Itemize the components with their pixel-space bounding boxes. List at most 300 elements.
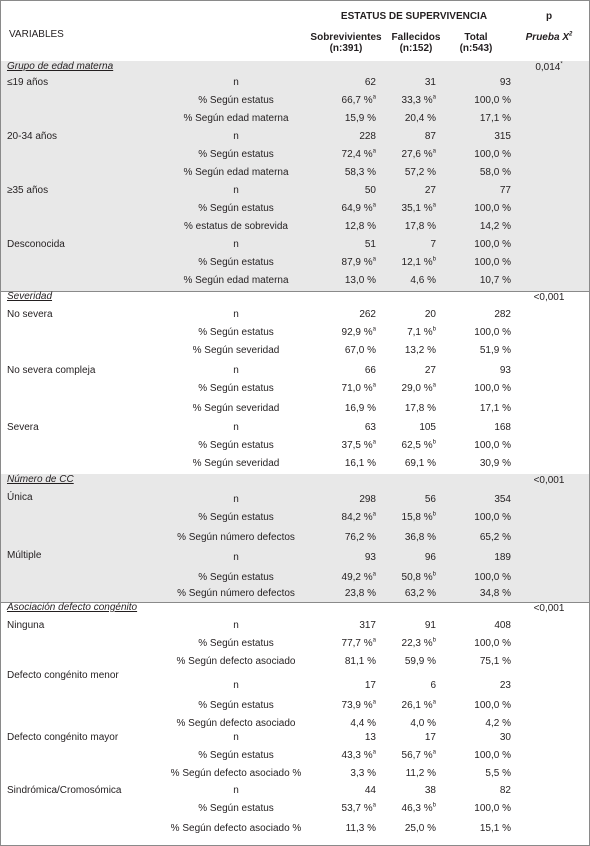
survivors-cell	[316, 221, 376, 233]
category-label: Única	[7, 492, 33, 503]
survivors-cell-superscript: a	[372, 571, 376, 578]
deceased-cell	[386, 732, 436, 744]
total-cell-value: 100,0 %	[474, 440, 511, 451]
p-value-text: 0,014	[535, 62, 561, 73]
survivors-cell-value: 11,3 %	[345, 823, 376, 834]
deceased-cell-value: 20	[424, 309, 436, 320]
survivors-cell	[316, 750, 376, 762]
survivors-cell	[316, 532, 376, 544]
survivors-cell	[316, 77, 376, 89]
total-cell	[451, 785, 511, 797]
total-cell	[451, 732, 511, 744]
deceased-cell	[386, 167, 436, 179]
deceased-cell	[386, 239, 436, 251]
total-cell	[451, 440, 511, 452]
deceased-cell-value: 35,1 %	[401, 203, 433, 214]
statistic-label: % Según severidad	[192, 403, 280, 414]
total-cell	[451, 638, 511, 650]
total-cell-value: 100,0 %	[474, 149, 511, 160]
total-cell-value: 75,1 %	[479, 656, 511, 667]
deceased-cell-value: 63,2 %	[404, 588, 436, 599]
deceased-cell	[386, 588, 436, 600]
total-cell	[451, 680, 511, 692]
survivors-cell	[316, 440, 376, 452]
total-cell-value: 4,2 %	[485, 718, 511, 729]
statistic-label: % Según estatus	[198, 638, 274, 649]
deceased-cell-value: 56,7 %	[401, 750, 433, 761]
deceased-cell-value: 15,8 %	[401, 512, 433, 523]
deceased-cell-superscript: b	[432, 256, 436, 263]
survivors-cell-value: 77,7 %	[341, 638, 373, 649]
deceased-cell-value: 17	[424, 732, 436, 743]
deceased-cell-value: 11,2 %	[405, 768, 436, 779]
total-cell-value: 100,0 %	[474, 803, 511, 814]
statistic-label: n	[233, 185, 239, 196]
total-cell-value: 100,0 %	[474, 95, 511, 106]
survivors-cell-value: 228	[359, 131, 376, 142]
survivors-cell	[316, 552, 376, 564]
deceased-cell	[386, 422, 436, 434]
survivors-cell-superscript: a	[372, 637, 376, 644]
survivors-cell	[316, 638, 376, 650]
total-cell	[451, 113, 511, 125]
category-label: ≥35 años	[7, 185, 49, 196]
deceased-cell	[386, 257, 436, 269]
deceased-cell-value: 33,3 %	[401, 95, 433, 106]
deceased-cell	[386, 345, 436, 357]
total-cell	[451, 167, 511, 179]
total-cell-value: 51,9 %	[479, 345, 511, 356]
deceased-cell	[386, 275, 436, 287]
statistic-label: % Según estatus	[198, 440, 274, 451]
deceased-cell-superscript: a	[432, 749, 436, 756]
survivors-cell-value: 81,1 %	[344, 656, 376, 667]
survivors-cell	[316, 422, 376, 434]
survivors-cell	[316, 572, 376, 584]
survivors-cell-value: 51	[364, 239, 376, 250]
survivors-cell	[316, 680, 376, 692]
total-cell-value: 100,0 %	[474, 203, 511, 214]
survivors-cell-value: 12,8 %	[344, 221, 376, 232]
total-cell-value: 100,0 %	[474, 700, 511, 711]
total-cell	[451, 823, 511, 835]
total-cell-value: 354	[494, 494, 511, 505]
category-label: Desconocida	[7, 239, 65, 250]
survivors-cell	[316, 239, 376, 251]
statistic-label: % Según estatus	[198, 327, 274, 338]
category-label: No severa	[7, 309, 53, 320]
total-cell	[451, 718, 511, 730]
statistic-label: n	[233, 680, 239, 691]
total-cell	[451, 552, 511, 564]
survivors-cell	[316, 494, 376, 506]
deceased-cell	[386, 656, 436, 668]
deceased-cell	[386, 365, 436, 377]
survivors-cell	[316, 823, 376, 835]
deceased-cell-superscript: a	[432, 382, 436, 389]
survivors-cell-value: 37,5 %	[341, 440, 373, 451]
deceased-cell-superscript: a	[432, 699, 436, 706]
total-cell-value: 23	[499, 680, 511, 691]
deceased-cell	[386, 620, 436, 632]
deceased-cell	[386, 113, 436, 125]
survivors-cell-superscript: a	[372, 802, 376, 809]
statistic-label: % Según defecto asociado %	[170, 768, 302, 779]
deceased-cell-value: 69,1 %	[404, 458, 436, 469]
total-cell-value: 93	[499, 365, 511, 376]
statistic-label: % Según estatus	[198, 572, 274, 583]
survivors-cell-value: 64,9 %	[341, 203, 373, 214]
survivors-cell-value: 17	[364, 680, 376, 691]
total-cell-value: 15,1 %	[479, 823, 511, 834]
deceased-cell-value: 59,9 %	[404, 656, 436, 667]
deceased-cell-value: 22,3 %	[401, 638, 433, 649]
deceased-cell	[386, 149, 436, 161]
category-label: ≤19 años	[7, 77, 49, 88]
survivors-cell-value: 63	[364, 422, 376, 433]
survivors-cell-value: 67,0 %	[344, 345, 376, 356]
deceased-cell	[386, 494, 436, 506]
survivors-cell-value: 23,8 %	[344, 588, 376, 599]
deceased-cell-superscript: b	[432, 511, 436, 518]
survivors-cell-value: 298	[359, 494, 376, 505]
survivors-cell-value: 84,2 %	[341, 512, 373, 523]
survivors-cell	[316, 403, 376, 415]
total-cell	[451, 275, 511, 287]
survivors-cell	[316, 620, 376, 632]
group-title: Número de CC	[7, 474, 74, 485]
total-cell	[451, 257, 511, 269]
survivors-cell	[316, 732, 376, 744]
statistic-label: % Según estatus	[198, 257, 274, 268]
total-cell	[451, 239, 511, 251]
deceased-cell-value: 96	[424, 552, 436, 563]
survivors-cell-superscript: a	[372, 148, 376, 155]
survivors-cell	[316, 327, 376, 339]
statistic-label: n	[233, 494, 239, 505]
survivors-cell-value: 66	[364, 365, 376, 376]
survivors-cell-value: 72,4 %	[341, 149, 373, 160]
deceased-cell	[386, 572, 436, 584]
total-cell-value: 34,8 %	[479, 588, 511, 599]
total-cell	[451, 403, 511, 415]
total-cell	[451, 422, 511, 434]
total-cell-value: 17,1 %	[479, 403, 511, 414]
survivors-cell-value: 15,9 %	[344, 113, 376, 124]
total-cell-value: 408	[494, 620, 511, 631]
survivors-cell-superscript: a	[372, 256, 376, 263]
deceased-cell	[386, 532, 436, 544]
survivors-cell	[316, 785, 376, 797]
deceased-cell-value: 36,8 %	[404, 532, 436, 543]
total-cell	[451, 620, 511, 632]
deceased-cell-superscript: b	[432, 439, 436, 446]
statistic-label: % Según número defectos	[177, 532, 295, 543]
statistic-label: % estatus de sobrevida	[184, 221, 288, 232]
category-label: Sindrómica/Cromosómica	[7, 785, 122, 796]
deceased-column-header: Fallecidos	[391, 32, 441, 43]
deceased-cell	[386, 403, 436, 415]
deceased-cell-value: 87	[424, 131, 436, 142]
variable-group	[1, 61, 589, 292]
survivors-cell-superscript: a	[372, 699, 376, 706]
deceased-cell	[386, 383, 436, 395]
survivors-cell-value: 71,0 %	[341, 383, 373, 394]
category-label: 20-34 años	[7, 131, 58, 142]
chi-square-test-header	[519, 32, 579, 43]
deceased-cell-superscript: b	[432, 802, 436, 809]
statistic-label: % Según estatus	[198, 512, 274, 523]
category-label: Severa	[7, 422, 39, 433]
deceased-cell-value: 29,0 %	[401, 383, 433, 394]
p-value	[519, 292, 579, 304]
deceased-cell	[386, 77, 436, 89]
total-cell-value: 65,2 %	[479, 532, 511, 543]
survivors-cell	[316, 309, 376, 321]
total-cell	[451, 131, 511, 143]
total-cell-value: 30	[499, 732, 511, 743]
total-cell-value: 100,0 %	[474, 257, 511, 268]
total-cell	[451, 458, 511, 470]
total-cell-value: 100,0 %	[474, 638, 511, 649]
deceased-cell-value: 17,8 %	[404, 403, 436, 414]
survivors-cell	[316, 700, 376, 712]
statistic-label: n	[233, 620, 239, 631]
p-value-text: <0,001	[533, 292, 565, 303]
deceased-cell-superscript: a	[432, 202, 436, 209]
survivors-cell	[316, 275, 376, 287]
deceased-cell-value: 56	[424, 494, 436, 505]
deceased-cell-value: 17,8 %	[404, 221, 436, 232]
total-cell-value: 100,0 %	[474, 750, 511, 761]
deceased-cell-value: 62,5 %	[401, 440, 433, 451]
survivors-cell-value: 93	[364, 552, 376, 563]
deceased-cell	[386, 823, 436, 835]
survivors-cell-value: 58,3 %	[344, 167, 376, 178]
deceased-cell-value: 27	[424, 185, 436, 196]
deceased-cell-superscript: b	[432, 637, 436, 644]
deceased-cell-superscript: a	[432, 148, 436, 155]
p-value	[519, 603, 579, 615]
survivors-cell	[316, 458, 376, 470]
statistic-label: n	[233, 732, 239, 743]
survivors-cell-value: 16,1 %	[344, 458, 376, 469]
survivors-cell-superscript: a	[372, 202, 376, 209]
statistic-label: % Según número defectos	[177, 588, 295, 599]
total-cell	[451, 365, 511, 377]
total-cell-value: 17,1 %	[479, 113, 511, 124]
total-cell	[451, 588, 511, 600]
deceased-cell-value: 38	[424, 785, 436, 796]
total-cell	[451, 345, 511, 357]
variables-header: VARIABLES	[9, 29, 64, 40]
category-label: No severa compleja	[7, 365, 96, 376]
deceased-cell-value: 4,0 %	[410, 718, 436, 729]
deceased-cell	[386, 718, 436, 730]
total-cell-value: 30,9 %	[479, 458, 511, 469]
group-title: Asociación defecto congénito	[7, 602, 138, 613]
total-cell	[451, 803, 511, 815]
deceased-cell-value: 4,6 %	[410, 275, 436, 286]
statistic-label: n	[233, 365, 239, 376]
total-cell	[451, 77, 511, 89]
deceased-cell-superscript: b	[432, 571, 436, 578]
p-value	[519, 475, 579, 487]
total-cell	[451, 700, 511, 712]
survivors-cell-value: 317	[359, 620, 376, 631]
deceased-cell	[386, 512, 436, 524]
statistic-label: % Según severidad	[192, 458, 280, 469]
statistic-label: % Según estatus	[198, 700, 274, 711]
total-cell-value: 82	[499, 785, 511, 796]
survivors-cell-value: 43,3 %	[341, 750, 373, 761]
statistic-label: n	[233, 422, 239, 433]
deceased-cell-value: 50,8 %	[401, 572, 433, 583]
total-cell	[451, 95, 511, 107]
survivors-cell	[316, 167, 376, 179]
deceased-cell	[386, 768, 436, 780]
p-value-superscript: *	[560, 61, 563, 68]
total-cell-value: 168	[494, 422, 511, 433]
statistic-label: % Según estatus	[198, 803, 274, 814]
survivors-cell	[316, 656, 376, 668]
total-cell-value: 315	[494, 131, 511, 142]
total-cell	[451, 149, 511, 161]
total-cell-value: 10,7 %	[479, 275, 511, 286]
total-cell	[451, 221, 511, 233]
deceased-cell	[386, 221, 436, 233]
statistic-label: n	[233, 552, 239, 563]
survivors-cell-superscript: a	[372, 511, 376, 518]
survivors-cell	[316, 512, 376, 524]
survivors-cell	[316, 203, 376, 215]
statistic-label: % Según estatus	[198, 203, 274, 214]
p-value-text: <0,001	[533, 475, 565, 486]
survivors-cell-value: 73,9 %	[341, 700, 373, 711]
survivors-cell-value: 92,9 %	[341, 327, 373, 338]
deceased-cell-value: 20,4 %	[404, 113, 436, 124]
total-cell-value: 282	[494, 309, 511, 320]
survivors-column-header: Sobrevivientes	[310, 32, 382, 43]
deceased-cell-value: 7,1 %	[407, 327, 433, 338]
total-cell-value: 100,0 %	[474, 383, 511, 394]
deceased-cell-value: 25,0 %	[404, 823, 436, 834]
survivors-cell-value: 87,9 %	[341, 257, 373, 268]
total-cell-value: 14,2 %	[479, 221, 511, 232]
statistic-label: n	[233, 131, 239, 142]
statistic-label: n	[233, 309, 239, 320]
survivors-cell	[316, 131, 376, 143]
deceased-cell-value: 7	[430, 239, 436, 250]
total-cell	[451, 309, 511, 321]
category-label: Ninguna	[7, 620, 45, 631]
total-cell	[451, 750, 511, 762]
statistic-label: n	[233, 785, 239, 796]
deceased-cell	[386, 700, 436, 712]
deceased-cell-superscript: a	[432, 94, 436, 101]
total-cell	[451, 768, 511, 780]
deceased-cell-superscript: b	[432, 326, 436, 333]
survivors-cell	[316, 768, 376, 780]
survivors-cell	[316, 257, 376, 269]
total-cell-value: 100,0 %	[474, 572, 511, 583]
survivors-cell-value: 4,4 %	[350, 718, 376, 729]
statistic-label: n	[233, 77, 239, 88]
survivors-cell-superscript: a	[372, 94, 376, 101]
statistic-label: % Según estatus	[198, 383, 274, 394]
deceased-cell	[386, 785, 436, 797]
survivors-cell-value: 49,2 %	[341, 572, 373, 583]
chi-square-test-label: Prueba X	[525, 32, 569, 43]
survivors-cell-value: 53,7 %	[341, 803, 373, 814]
survivors-cell-superscript: a	[372, 382, 376, 389]
survivors-cell-value: 262	[359, 309, 376, 320]
statistic-label: % Según defecto asociado %	[170, 823, 302, 834]
survivors-cell-value: 13,0 %	[344, 275, 376, 286]
deceased-cell	[386, 203, 436, 215]
total-cell-value: 58,0 %	[479, 167, 511, 178]
survivors-cell	[316, 588, 376, 600]
total-cell	[451, 572, 511, 584]
deceased-cell	[386, 309, 436, 321]
total-cell	[451, 203, 511, 215]
deceased-cell	[386, 750, 436, 762]
statistic-label: % Según estatus	[198, 95, 274, 106]
total-cell	[451, 327, 511, 339]
total-cell	[451, 185, 511, 197]
deceased-cell-value: 27	[424, 365, 436, 376]
survivors-cell	[316, 113, 376, 125]
survivors-cell	[316, 718, 376, 730]
survivors-cell-value: 62	[364, 77, 376, 88]
variable-group	[1, 474, 589, 603]
survivors-count-header: (n:391)	[329, 43, 363, 54]
survivors-cell-value: 3,3 %	[350, 768, 376, 779]
deceased-cell	[386, 458, 436, 470]
total-cell-value: 77	[499, 185, 511, 196]
survivors-cell-value: 50	[364, 185, 376, 196]
category-label: Defecto congénito mayor	[7, 732, 119, 743]
survivors-cell	[316, 803, 376, 815]
survivors-cell	[316, 185, 376, 197]
table-header	[1, 1, 589, 62]
category-label: Múltiple	[7, 550, 42, 561]
deceased-cell-value: 31	[424, 77, 436, 88]
deceased-cell-value: 13,2 %	[404, 345, 436, 356]
chi-square-superscript: 2	[569, 31, 573, 38]
survivors-cell	[316, 383, 376, 395]
total-cell	[451, 494, 511, 506]
deceased-cell-value: 91	[424, 620, 436, 631]
survivors-cell	[316, 95, 376, 107]
statistic-label: % Según defecto asociado	[176, 718, 296, 729]
deceased-cell-value: 27,6 %	[401, 149, 433, 160]
statistic-label: % Según estatus	[198, 149, 274, 160]
deceased-count-header: (n:152)	[399, 43, 433, 54]
survivors-cell-value: 13	[364, 732, 376, 743]
group-title: Severidad	[7, 291, 53, 302]
p-value-text: <0,001	[533, 603, 565, 614]
deceased-cell-value: 26,1 %	[401, 700, 433, 711]
deceased-cell	[386, 327, 436, 339]
survivors-cell	[316, 345, 376, 357]
total-cell	[451, 512, 511, 524]
statistic-label: n	[233, 239, 239, 250]
p-value	[519, 62, 579, 74]
survival-status-header: ESTATUS DE SUPERVIVENCIA	[340, 11, 488, 22]
total-cell	[451, 383, 511, 395]
statistic-label: % Según edad materna	[183, 275, 289, 286]
